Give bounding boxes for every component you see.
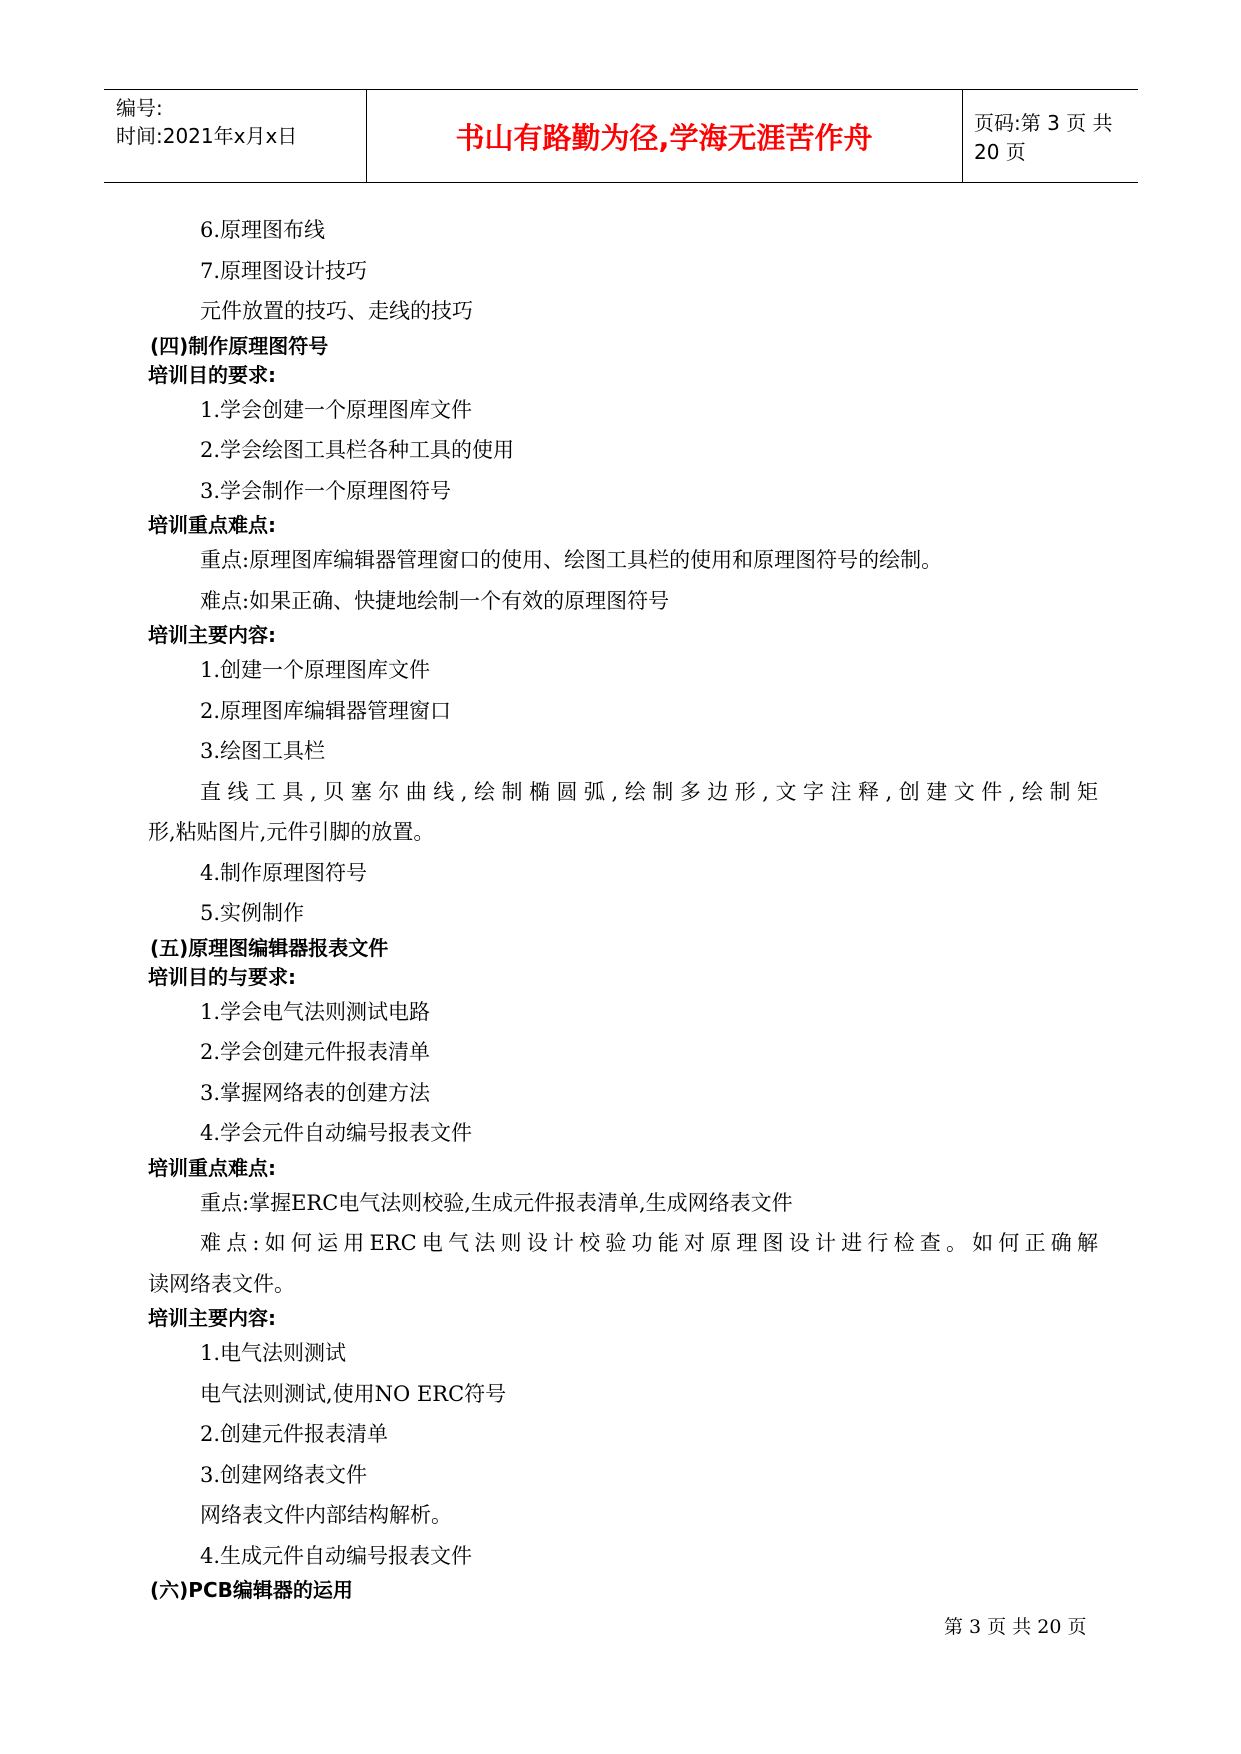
body-line: 1.学会创建一个原理图库文件 xyxy=(200,397,473,422)
body-line: 1.学会电气法则测试电路 xyxy=(200,999,431,1024)
header-page-number: 页码:第 3 页 共 20 页 xyxy=(974,111,1113,164)
body-line: 重点:掌握ERC电气法则校验,生成元件报表清单,生成网络表文件 xyxy=(200,1190,793,1215)
section-heading: (四)制作原理图符号 xyxy=(150,333,329,358)
body-line: 4.制作原理图符号 xyxy=(200,860,368,885)
body-line: 2.创建元件报表清单 xyxy=(200,1422,389,1446)
section-heading: (五)原理图编辑器报表文件 xyxy=(150,935,389,960)
document-number-label: 编号: xyxy=(116,96,163,120)
paragraph-line: 形,粘贴图片,元件引脚的放置。 xyxy=(148,820,435,844)
body-line: 1.电气法则测试 xyxy=(200,1341,347,1365)
paragraph-line: 读网络表文件。 xyxy=(148,1271,295,1296)
body-line: 3.学会制作一个原理图符号 xyxy=(200,478,452,503)
body-line: 4.生成元件自动编号报表文件 xyxy=(200,1543,473,1568)
body-line: 2.学会绘图工具栏各种工具的使用 xyxy=(200,438,515,462)
body-line: 3.创建网络表文件 xyxy=(200,1462,368,1487)
body-line: 重点:原理图库编辑器管理窗口的使用、绘图工具栏的使用和原理图符号的绘制。 xyxy=(200,548,943,572)
body-line: 7.原理图设计技巧 xyxy=(200,258,368,283)
body-line: 3.绘图工具栏 xyxy=(200,739,326,763)
header-meta xyxy=(116,94,297,150)
body-line: 2.学会创建元件报表清单 xyxy=(200,1040,431,1064)
subheading: 培训重点难点: xyxy=(148,513,276,537)
body-line: 5.实例制作 xyxy=(200,901,305,925)
body-line: 元件放置的技巧、走线的技巧 xyxy=(200,299,473,323)
body-line: 3.掌握网络表的创建方法 xyxy=(200,1080,431,1105)
body-line: 1.创建一个原理图库文件 xyxy=(200,658,431,682)
body-line: 难点:如果正确、快捷地绘制一个有效的原理图符号 xyxy=(200,588,670,613)
subheading: 培训目的要求: xyxy=(148,362,276,387)
body-paragraph xyxy=(148,1223,1098,1304)
section-heading: (六)PCB编辑器的运用 xyxy=(150,1578,353,1602)
subheading: 培训重点难点: xyxy=(148,1155,276,1180)
document-body xyxy=(148,210,1098,1605)
subheading: 培训主要内容: xyxy=(148,1306,276,1330)
document-time-label: 时间:2021年x月x日 xyxy=(116,124,298,148)
subheading: 培训主要内容: xyxy=(148,623,276,647)
body-line: 2.原理图库编辑器管理窗口 xyxy=(200,698,452,723)
body-paragraph xyxy=(148,772,1098,853)
body-line: 网络表文件内部结构解析。 xyxy=(200,1503,452,1527)
body-line: 4.学会元件自动编号报表文件 xyxy=(200,1121,473,1145)
subheading: 培训目的与要求: xyxy=(148,964,296,989)
header-divider xyxy=(366,90,367,182)
page-footer: 第 3 页 共 20 页 xyxy=(944,1616,1087,1638)
paragraph-line: 难点:如何运用ERC电气法则设计校验功能对原理图设计进行检查。如何正确解 xyxy=(200,1231,1098,1255)
body-line: 电气法则测试,使用NO ERC符号 xyxy=(200,1381,507,1406)
header-motto: 书山有路勤为径,学海无涯苦作舟 xyxy=(455,120,873,155)
paragraph-line: 直线工具,贝塞尔曲线,绘制椭圆弧,绘制多边形,文字注释,创建文件,绘制矩 xyxy=(200,779,1098,804)
header-divider xyxy=(962,90,963,182)
body-line: 6.原理图布线 xyxy=(200,218,326,242)
page-header xyxy=(104,89,1138,183)
